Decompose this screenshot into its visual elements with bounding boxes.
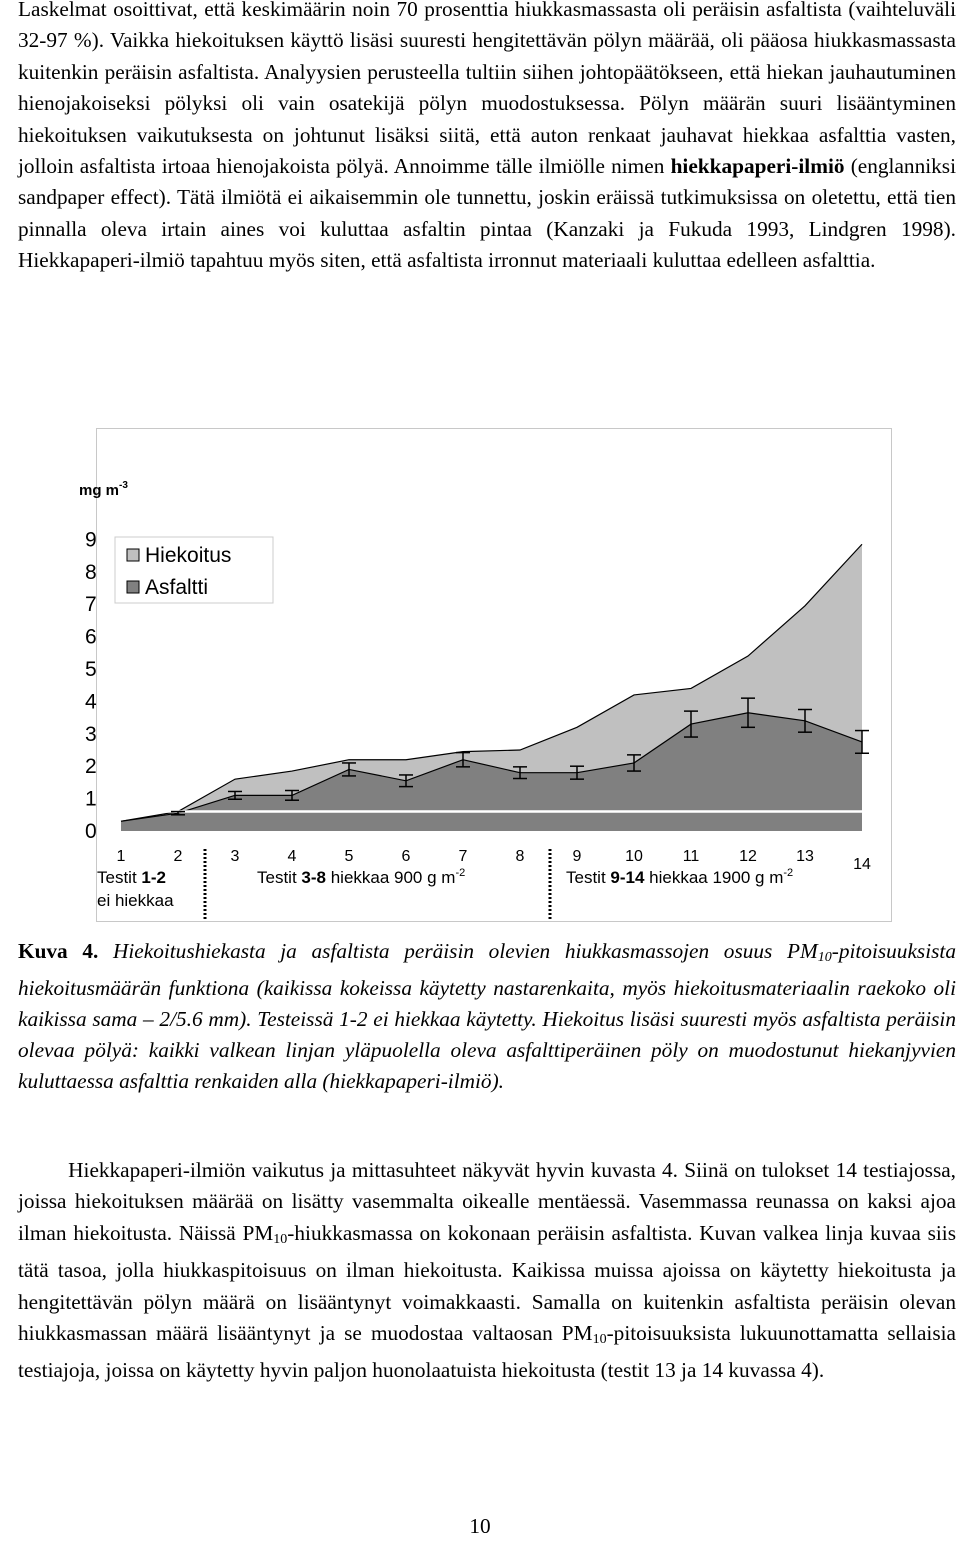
x-tick-label: 12: [739, 848, 757, 865]
body-paragraph-1: [18, 0, 956, 277]
caption-text-2: -pitoisuuksista hiekoitusmäärän funktiona (kaikissa kokeissa käytetty nastarenkaita, myös hiekoitusmateriaalin raekoko oli kaikissa sama – 2/5.6 mm). Testeissä 1-2 ei hiekkaa käytetty.: [18, 939, 956, 1031]
chart-legend: [115, 537, 273, 603]
paragraph-text: -pitoisuuksista lukuunottamatta sellaisia testiajoja, joissa on käytetty hyvin paljon huonolaatuista hiekoitusta (testit 13 ja 14 kuvassa 4).: [18, 1321, 956, 1383]
subscript: 10: [273, 1231, 288, 1247]
x-tick-label: 5: [344, 848, 354, 865]
caption-subscript: 10: [817, 950, 832, 965]
group-label-suffix: hiekkaa 1900 g m: [644, 868, 784, 887]
caption-text-3: Hiekoitus lisäsi suuresti myös asfaltista peräisin olevaa pölyä: kaikki valkean linjan yläpuolella oleva asfalttiperäinen pöly on muodostunut hiekanjyvien kuluttaessa asfalttia renkaiden alla (hiekkapaperi-ilmiö).: [18, 1007, 957, 1093]
paragraph-text: Laskelmat osoittivat, että keskimäärin noin 70 prosenttia hiukkasmassasta oli peräisin asfaltista (vaihteluväli 32-97 %). Vaikka hiekoituksen käyttö lisäsi suuresti hengitettävän pölyn määrää, oli pääosa hiukkasmassasta kuitenkin peräisin asfaltista. Analyysien perusteella tultiin siihen johtopäätökseen, että hiekan jauhautuminen hienojakoiseksi pölyksi oli vain osatekijä pölyn muodostuksessa. Pölyn määrän suuri lisääntyminen hiekoituksen vaikutuksesta on johtunut lisäksi siitä, että auton renkaat jauhavat hiekkaa asfalttia vasten, jolloin asfaltista irtoaa hienojakoista pölyä. Annoimme tälle ilmiölle nimen: [18, 0, 956, 179]
x-tick-label: 14: [853, 856, 871, 873]
y-tick-label: 1: [85, 787, 97, 811]
x-tick-label: 4: [287, 848, 297, 865]
y-tick-label: 6: [85, 625, 97, 649]
body-paragraph-2: [18, 1155, 956, 1387]
series-asfaltti-area: [121, 713, 862, 831]
area-chart: [79, 429, 961, 929]
y-tick-label: 3: [85, 722, 97, 746]
y-tick-label: 8: [85, 560, 97, 584]
x-tick-label: 13: [796, 848, 814, 865]
group-label-sup: -2: [455, 867, 466, 879]
legend-swatch: [127, 549, 139, 561]
x-tick-label: 3: [230, 848, 240, 865]
figure-chart: [79, 428, 892, 922]
group-label-sup: -2: [783, 867, 794, 879]
term-bold: hiekkapaperi-ilmiö: [670, 154, 845, 179]
page-number: 10: [469, 1514, 491, 1538]
group-label-prefix: Testit: [97, 868, 142, 887]
figure-caption: [18, 936, 956, 1097]
y-axis-label: [79, 480, 128, 499]
group-label-suffix: hiekkaa 900 g m: [325, 868, 456, 887]
y-tick-label: 4: [85, 690, 97, 714]
group-label-line2: ei hiekkaa: [97, 891, 174, 910]
x-tick-label: 11: [682, 848, 700, 865]
legend-swatch: [127, 581, 139, 593]
group-label: [97, 868, 166, 887]
paragraph-text: Hiekkapaperi-ilmiön vaikutus ja mittasuhteet näkyvät hyvin kuvasta 4. Siinä on tulokset 14 testiajossa, joissa hiekoituksen määrää on lisätty vasemmalta oikealle mentäessä. Vasemmassa reunassa on kaksi ajoa ilman hiekoitusta. Näissä PM: [18, 1158, 957, 1245]
group-label-prefix: Testit: [566, 868, 611, 887]
group-label-bold: 3-8: [301, 868, 326, 887]
y-tick-label: 7: [85, 593, 97, 617]
x-tick-label: 10: [625, 848, 643, 865]
subscript: 10: [592, 1332, 607, 1348]
y-tick-label: 9: [85, 528, 97, 552]
x-tick-label: 6: [401, 848, 411, 865]
caption-label: Kuva 4.: [18, 939, 99, 963]
y-tick-label: 0: [85, 820, 97, 843]
group-label: [257, 867, 465, 887]
paragraph-text: -hiukkasmassa on kokonaan peräisin asfaltista. Kuvan valkea linja kuvaa siis tätä tasoa, jolla hiukkaspitoisuus on ilman hiekoitusta. Kaikissa muissa ajoissa on käytetty hiekoitusta ja hengitettävän pölyn määrä on lisääntynyt voimakkaasti. Samalla on kuitenkin asfaltista peräisin olevan hiukkasmassan määrä lisääntynyt ja se muodostaa valtaosan PM: [18, 1220, 957, 1346]
y-tick-label: 5: [85, 658, 97, 681]
x-tick-label: 7: [458, 848, 468, 865]
group-label-bold: 1-2: [141, 868, 166, 887]
paragraph-text: (englanniksi sandpaper effect). Tätä ilmiötä ei aikaisemmin ole tunnettu, joskin eräissä tutkimuksissa on oletettu, että tien pinnalla oleva irtain aines voi kuluttaa asfaltin pintaa (Kanzaki ja Fukuda 1993, Lindgren 1998). Hiekkapaperi-ilmiö tapahtuu myös siten, että asfaltista irronnut materiaali kuluttaa edelleen asfalttia.: [18, 154, 956, 273]
group-label: [566, 867, 793, 887]
y-axis-label-sup: -3: [119, 480, 128, 491]
x-tick-label: 9: [572, 848, 582, 865]
x-tick-label: 2: [173, 848, 183, 865]
legend-label: Hiekoitus: [145, 544, 232, 567]
legend-label: Asfaltti: [145, 576, 209, 599]
group-label-prefix: Testit: [257, 868, 302, 887]
y-tick-label: 2: [85, 755, 97, 779]
x-tick-label: 8: [515, 848, 525, 865]
caption-text: Hiekoitushiekasta ja asfaltista peräisin olevien hiukkasmassojen osuus PM: [98, 939, 818, 963]
group-label-bold: 9-14: [610, 868, 645, 887]
x-tick-label: 1: [116, 848, 126, 865]
y-axis-label-text: mg m: [79, 482, 120, 499]
